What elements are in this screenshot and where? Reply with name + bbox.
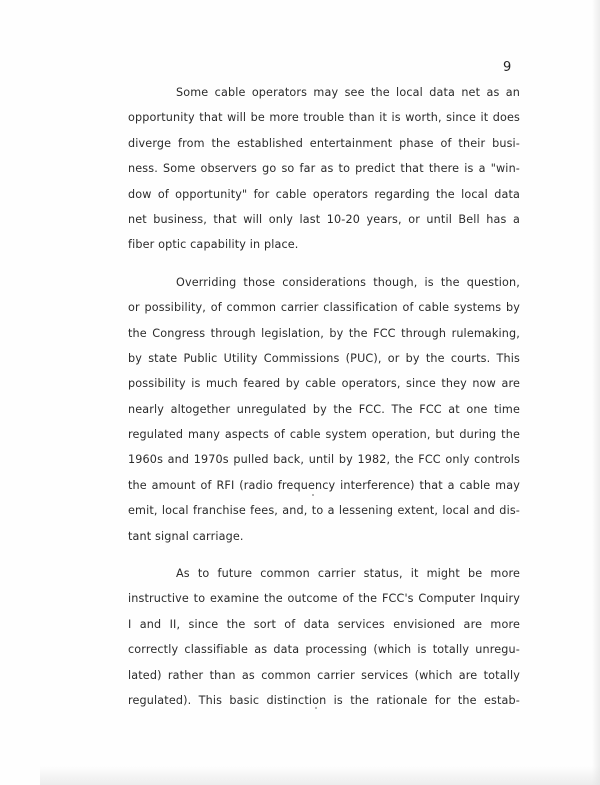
text-line: As to future common carrier status, it might be more	[176, 567, 520, 581]
text-line: 1960s and 1970s pulled back, until by 1982, the FCC only controls	[128, 453, 520, 467]
text-line: regulated). This basic distinction is the rationale for the estab-	[128, 693, 520, 707]
text-line: regulated many aspects of cable system operation, but during the	[128, 428, 520, 442]
text-line: or possibility, of common carrier classification of cable systems by	[128, 301, 520, 315]
paragraph-2	[128, 270, 520, 549]
scan-speck	[312, 494, 314, 496]
scan-speck	[315, 707, 317, 709]
text-line: instructive to examine the outcome of the FCC's Computer Inquiry	[128, 592, 520, 606]
text-line: Some cable operators may see the local data net as an	[176, 86, 520, 99]
text-line: by state Public Utility Commissions (PUC), or by the courts. This	[128, 351, 520, 365]
paragraph-1	[128, 80, 520, 258]
text-line: ness. Some observers go so far as to predict that there is a "win-	[128, 162, 520, 176]
text-line: Overriding those considerations though, is the question,	[176, 275, 520, 289]
scan-edge-shadow	[592, 0, 600, 785]
text-line: emit, local franchise fees, and, to a lessening extent, local and dis-	[128, 504, 520, 518]
text-line: correctly classifiable as data processing (which is totally unregu-	[128, 643, 520, 657]
text-line: tant signal carriage.	[128, 529, 244, 543]
text-line: the Congress through legislation, by the FCC through rulemaking,	[128, 326, 520, 340]
text-line: dow of opportunity" for cable operators regarding the local data	[128, 187, 520, 201]
text-line: fiber optic capability in place.	[128, 238, 299, 252]
text-line: lated) rather than as common carrier services (which are totally	[128, 668, 520, 682]
paragraph-3	[128, 561, 520, 713]
scan-edge-shadow	[40, 766, 600, 785]
text-line: possibility is much feared by cable operators, since they now are	[128, 377, 520, 391]
text-line: the amount of RFI (radio frequency interference) that a cable may	[128, 478, 520, 492]
body-text	[128, 80, 520, 713]
page-number: 9	[503, 60, 512, 75]
text-line: opportunity that will be more trouble than it is worth, since it does	[128, 111, 520, 125]
text-line: net business, that will only last 10-20 years, or until Bell has a	[128, 212, 520, 226]
text-line: nearly altogether unregulated by the FCC. The FCC at one time	[128, 402, 520, 416]
text-line: diverge from the established entertainment phase of their busi-	[128, 136, 520, 150]
text-line: I and II, since the sort of data services envisioned are more	[128, 617, 520, 631]
